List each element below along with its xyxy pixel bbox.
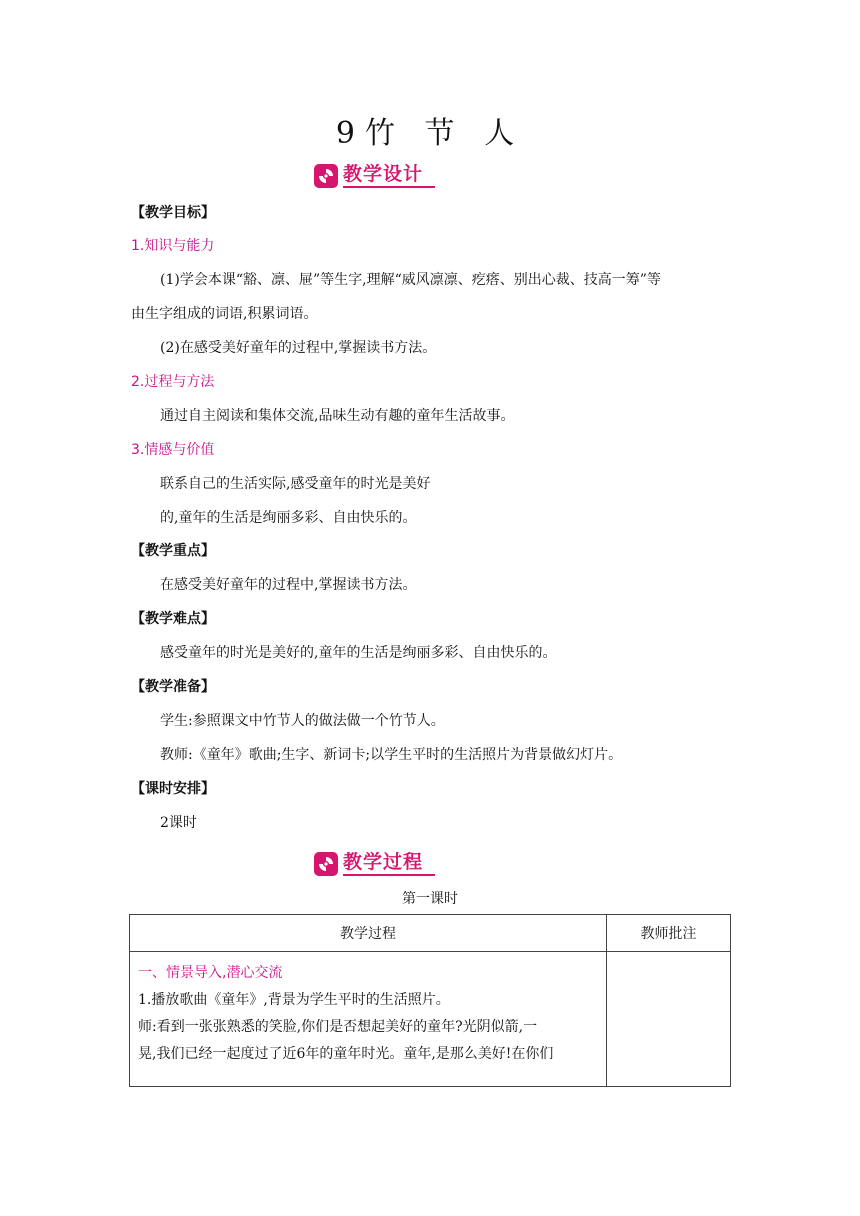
schedule-heading: 【课时安排】 — [131, 781, 215, 797]
column-header-notes: 教师批注 — [607, 915, 731, 952]
banner-label: 教学过程 — [343, 850, 435, 876]
swirl-logo-icon — [314, 164, 338, 188]
objective-process-text: 通过自主阅读和集体交流,品味生动有趣的童年生活故事。 — [160, 408, 515, 424]
objective-knowledge-text-2: 由生字组成的词语,积累词语。 — [131, 306, 318, 322]
section-heading: 一、情景导入,潜心交流 — [138, 965, 283, 981]
objective-emotion-text-2: 的,童年的生活是绚丽多彩、自由快乐的。 — [160, 510, 417, 526]
column-header-process: 教学过程 — [130, 915, 607, 952]
page-title: 9竹 节 人 — [335, 116, 525, 151]
notes-cell — [607, 952, 731, 1087]
objective-process-heading: 2.过程与方法 — [131, 374, 215, 390]
key-points-text: 在感受美好童年的过程中,掌握读书方法。 — [160, 577, 417, 593]
swirl-logo-icon — [314, 852, 338, 876]
key-points-heading: 【教学重点】 — [131, 543, 215, 559]
process-line: 师:看到一张张熟悉的笑脸,你们是否想起美好的童年?光阴似箭,一 — [138, 1019, 538, 1035]
objectives-heading: 【教学目标】 — [131, 205, 215, 221]
objective-knowledge-heading: 1.知识与能力 — [131, 238, 215, 254]
difficulties-text: 感受童年的时光是美好的,童年的生活是绚丽多彩、自由快乐的。 — [160, 645, 557, 661]
process-table — [129, 914, 731, 1087]
lesson-label: 第一课时 — [402, 891, 458, 907]
preparation-teacher: 教师:《童年》歌曲;生字、新词卡;以学生平时的生活照片为背景做幻灯片。 — [160, 747, 623, 763]
objective-knowledge-text-1: (1)学会本课“豁、凛、屉”等生字,理解“威风凛凛、疙瘩、别出心裁、技高一筹”等 — [160, 272, 661, 288]
difficulties-heading: 【教学难点】 — [131, 611, 215, 627]
banner-teaching-process — [314, 848, 435, 876]
table-row — [130, 952, 731, 1087]
objective-knowledge-text-3: (2)在感受美好童年的过程中,掌握读书方法。 — [160, 340, 437, 356]
process-line: 晃,我们已经一起度过了近6年的童年时光。童年,是那么美好!在你们 — [138, 1046, 554, 1062]
banner-label: 教学设计 — [343, 162, 435, 188]
banner-teaching-design — [314, 160, 435, 188]
process-line: 1.播放歌曲《童年》,背景为学生平时的生活照片。 — [138, 992, 450, 1008]
preparation-student: 学生:参照课文中竹节人的做法做一个竹节人。 — [160, 713, 445, 729]
process-cell — [130, 952, 607, 1087]
objective-emotion-text-1: 联系自己的生活实际,感受童年的时光是美好 — [160, 476, 431, 492]
schedule-text: 2课时 — [160, 815, 197, 831]
preparation-heading: 【教学准备】 — [131, 679, 215, 695]
objective-emotion-heading: 3.情感与价值 — [131, 442, 215, 458]
table-header-row — [130, 915, 731, 952]
